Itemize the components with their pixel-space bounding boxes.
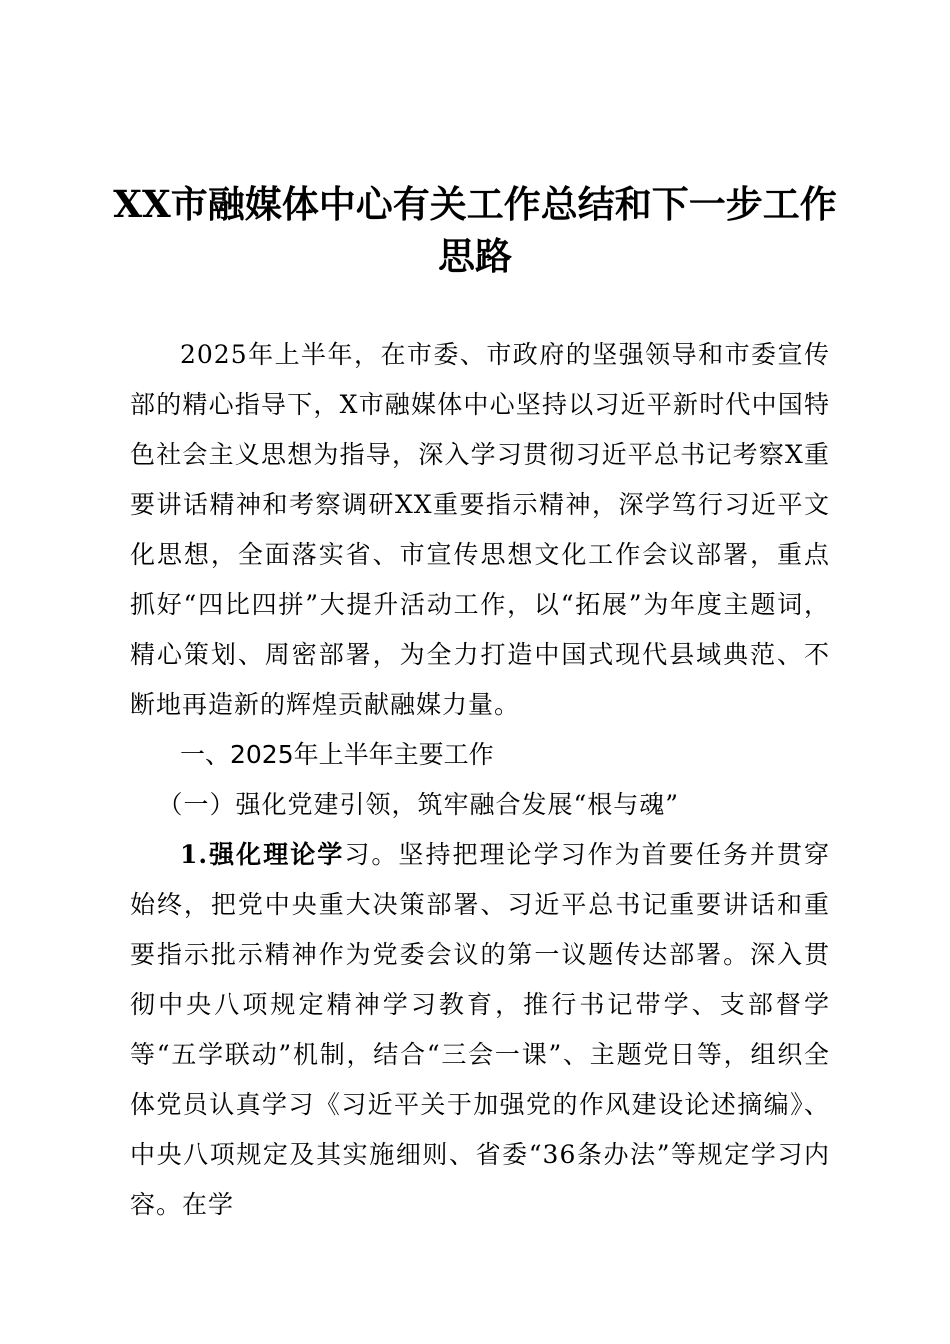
section-heading: 一、2025年上半年主要工作	[180, 740, 494, 769]
document-body	[130, 330, 830, 1230]
item-text: 习。坚持把理论学习作为首要任务并贯穿始终，把党中央重大决策部署、习近平总书记重要讲话和重要指示批示精神作为党委会议的第一议题传达部署。深入贯彻中央八项规定精神学习教育，推行书记带学、支部督学等“五学联动”机制，结合“三会一课”、主题党日等，组织全体党员认真学习《习近平关于加强党的作风建设论述摘编》、中央八项规定及其实施细则、省委“36条办法”等规定学习内容。在学	[130, 840, 830, 1219]
subsection-heading: （一）强化党建引领，筑牢融合发展“根与魂”	[157, 790, 680, 819]
intro-paragraph: 2025年上半年，在市委、市政府的坚强领导和市委宣传部的精心指导下，X市融媒体中心坚持以习近平新时代中国特色社会主义思想为指导，深入学习贯彻习近平总书记考察X重要讲话精神和考察调研XX重要指示精神，深学笃行习近平文化思想，全面落实省、市宣传思想文化工作会议部署，重点抓好“四比四拼”大提升活动工作，以“拓展”为年度主题词，精心策划、周密部署，为全力打造中国式现代县域典范、不断地再造新的辉煌贡献融媒力量。	[130, 340, 830, 719]
document-title: XX市融媒体中心有关工作总结和下一步工作思路	[113, 182, 837, 278]
item-paragraph	[130, 830, 830, 1230]
item-lead: 1.强化理论学	[180, 840, 345, 869]
